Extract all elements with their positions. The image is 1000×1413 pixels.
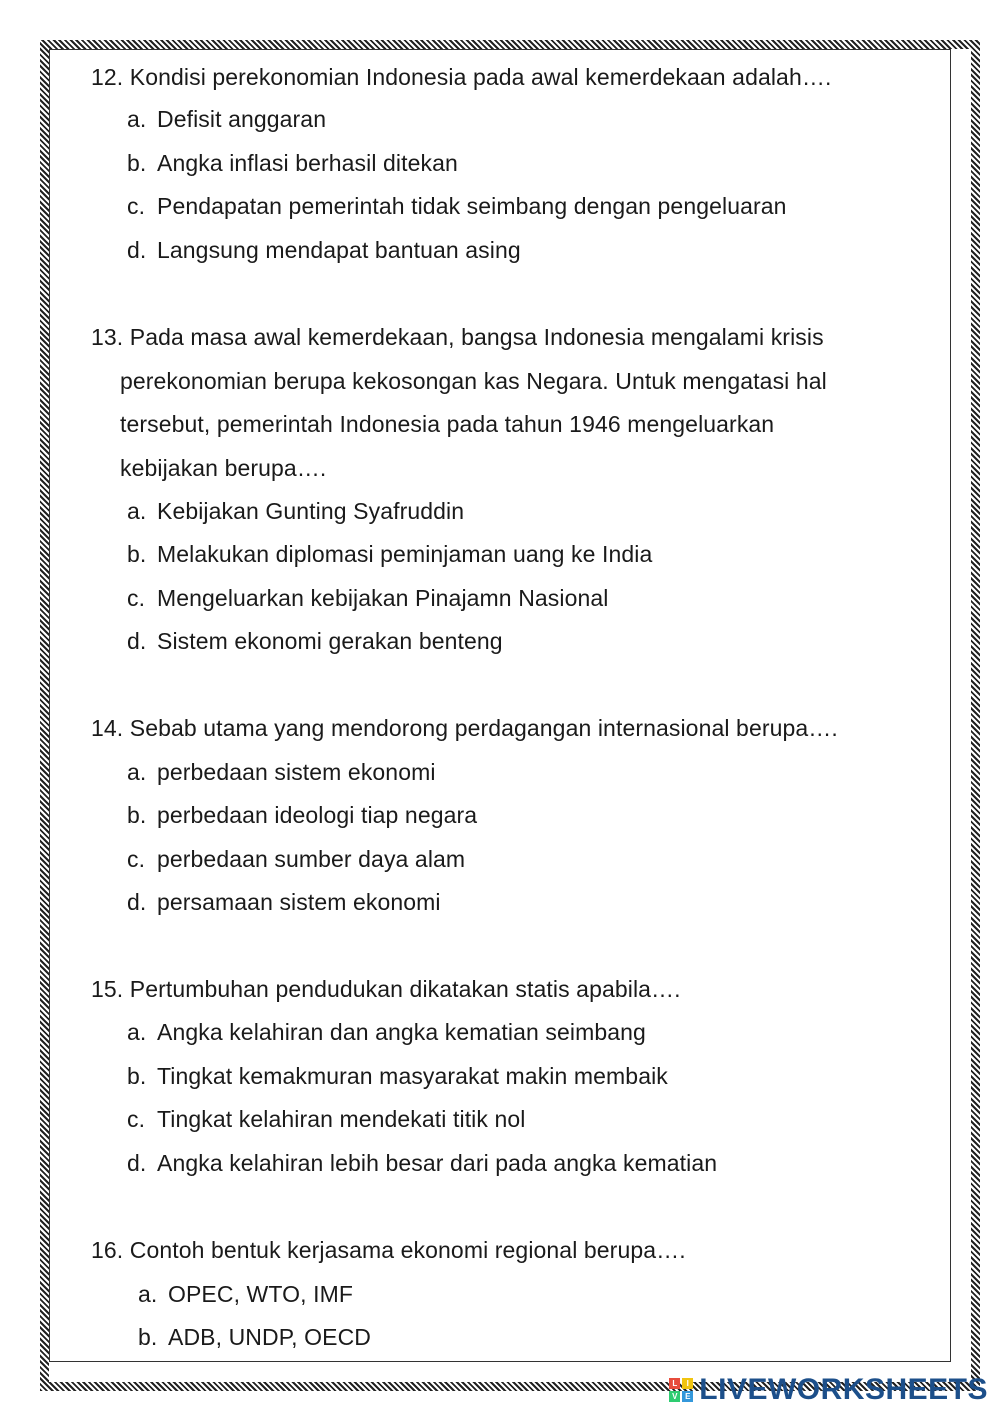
option-letter: c. <box>127 1106 146 1132</box>
option-letter: a. <box>127 106 147 132</box>
option-text: Kebijakan Gunting Syafruddin <box>157 498 465 524</box>
option-letter: a. <box>127 498 147 524</box>
option-text: Angka kelahiran lebih besar dari pada angka kematian <box>157 1150 718 1176</box>
option-letter: b. <box>138 1324 158 1350</box>
logo-square: V <box>669 1391 680 1402</box>
question-15-text: 15. Pertumbuhan pendudukan dikatakan statis apabila…. <box>91 976 681 1002</box>
option-b[interactable] <box>127 539 652 569</box>
option-letter: b. <box>127 1063 147 1089</box>
option-text: ADB, UNDP, OECD <box>168 1324 372 1350</box>
option-text: Angka kelahiran dan angka kematian seimbang <box>157 1019 646 1045</box>
option-text: Defisit anggaran <box>157 106 327 132</box>
option-c[interactable] <box>127 1104 525 1134</box>
question-13-text: perekonomian berupa kekosongan kas Negara. Untuk mengatasi hal <box>120 368 827 394</box>
option-letter: b. <box>127 802 147 828</box>
option-a[interactable] <box>127 757 436 787</box>
option-b[interactable] <box>127 1061 668 1091</box>
logo-square: I <box>682 1378 693 1389</box>
option-c[interactable] <box>127 583 609 613</box>
option-letter: d. <box>127 1150 147 1176</box>
option-b[interactable] <box>138 1322 371 1352</box>
option-text: Melakukan diplomasi peminjaman uang ke India <box>157 541 653 567</box>
option-text: persamaan sistem ekonomi <box>157 889 441 915</box>
question-13-text: tersebut, pemerintah Indonesia pada tahun 1946 mengeluarkan <box>120 411 775 437</box>
option-text: Mengeluarkan kebijakan Pinajamn Nasional <box>157 585 609 611</box>
option-a[interactable] <box>127 1017 646 1047</box>
option-d[interactable] <box>127 1148 717 1178</box>
question-12-text: 12. Kondisi perekonomian Indonesia pada awal kemerdekaan adalah…. <box>91 64 832 90</box>
option-text: perbedaan sumber daya alam <box>157 846 466 872</box>
option-d[interactable] <box>127 235 521 265</box>
option-letter: c. <box>127 585 146 611</box>
option-a[interactable] <box>138 1279 353 1309</box>
option-text: Tingkat kelahiran mendekati titik nol <box>157 1106 526 1132</box>
option-text: perbedaan sistem ekonomi <box>157 759 436 785</box>
option-b[interactable] <box>127 800 477 830</box>
option-c[interactable] <box>127 844 465 874</box>
logo-square: L <box>669 1378 680 1389</box>
option-letter: d. <box>127 237 147 263</box>
question-13-text: 13. Pada masa awal kemerdekaan, bangsa Indonesia mengalami krisis <box>91 324 824 350</box>
logo-square: E <box>682 1391 693 1402</box>
question-16-text: 16. Contoh bentuk kerjasama ekonomi regional berupa…. <box>91 1237 686 1263</box>
question-13-text: kebijakan berupa…. <box>120 455 327 481</box>
option-letter: a. <box>138 1281 158 1307</box>
option-a[interactable] <box>127 104 326 134</box>
option-d[interactable] <box>127 626 503 656</box>
option-b[interactable] <box>127 148 458 178</box>
option-text: Pendapatan pemerintah tidak seimbang dengan pengeluaran <box>157 193 787 219</box>
option-text: OPEC, WTO, IMF <box>168 1281 353 1307</box>
option-letter: d. <box>127 628 147 654</box>
option-letter: a. <box>127 1019 147 1045</box>
option-text: perbedaan ideologi tiap negara <box>157 802 478 828</box>
option-letter: d. <box>127 889 147 915</box>
option-letter: b. <box>127 150 147 176</box>
option-a[interactable] <box>127 496 464 526</box>
liveworksheets-logo <box>669 1372 988 1408</box>
option-letter: c. <box>127 846 146 872</box>
logo-mark-icon <box>669 1378 693 1402</box>
option-text: Tingkat kemakmuran masyarakat makin membaik <box>157 1063 668 1089</box>
option-c[interactable] <box>127 191 787 221</box>
option-letter: b. <box>127 541 147 567</box>
brand-name: LIVEWORKSHEETS <box>699 1373 988 1406</box>
option-text: Angka inflasi berhasil ditekan <box>157 150 458 176</box>
option-text: Langsung mendapat bantuan asing <box>157 237 521 263</box>
option-letter: c. <box>127 193 146 219</box>
question-14-text: 14. Sebab utama yang mendorong perdagangan internasional berupa…. <box>91 715 838 741</box>
option-letter: a. <box>127 759 147 785</box>
option-text: Sistem ekonomi gerakan benteng <box>157 628 503 654</box>
option-d[interactable] <box>127 887 441 917</box>
